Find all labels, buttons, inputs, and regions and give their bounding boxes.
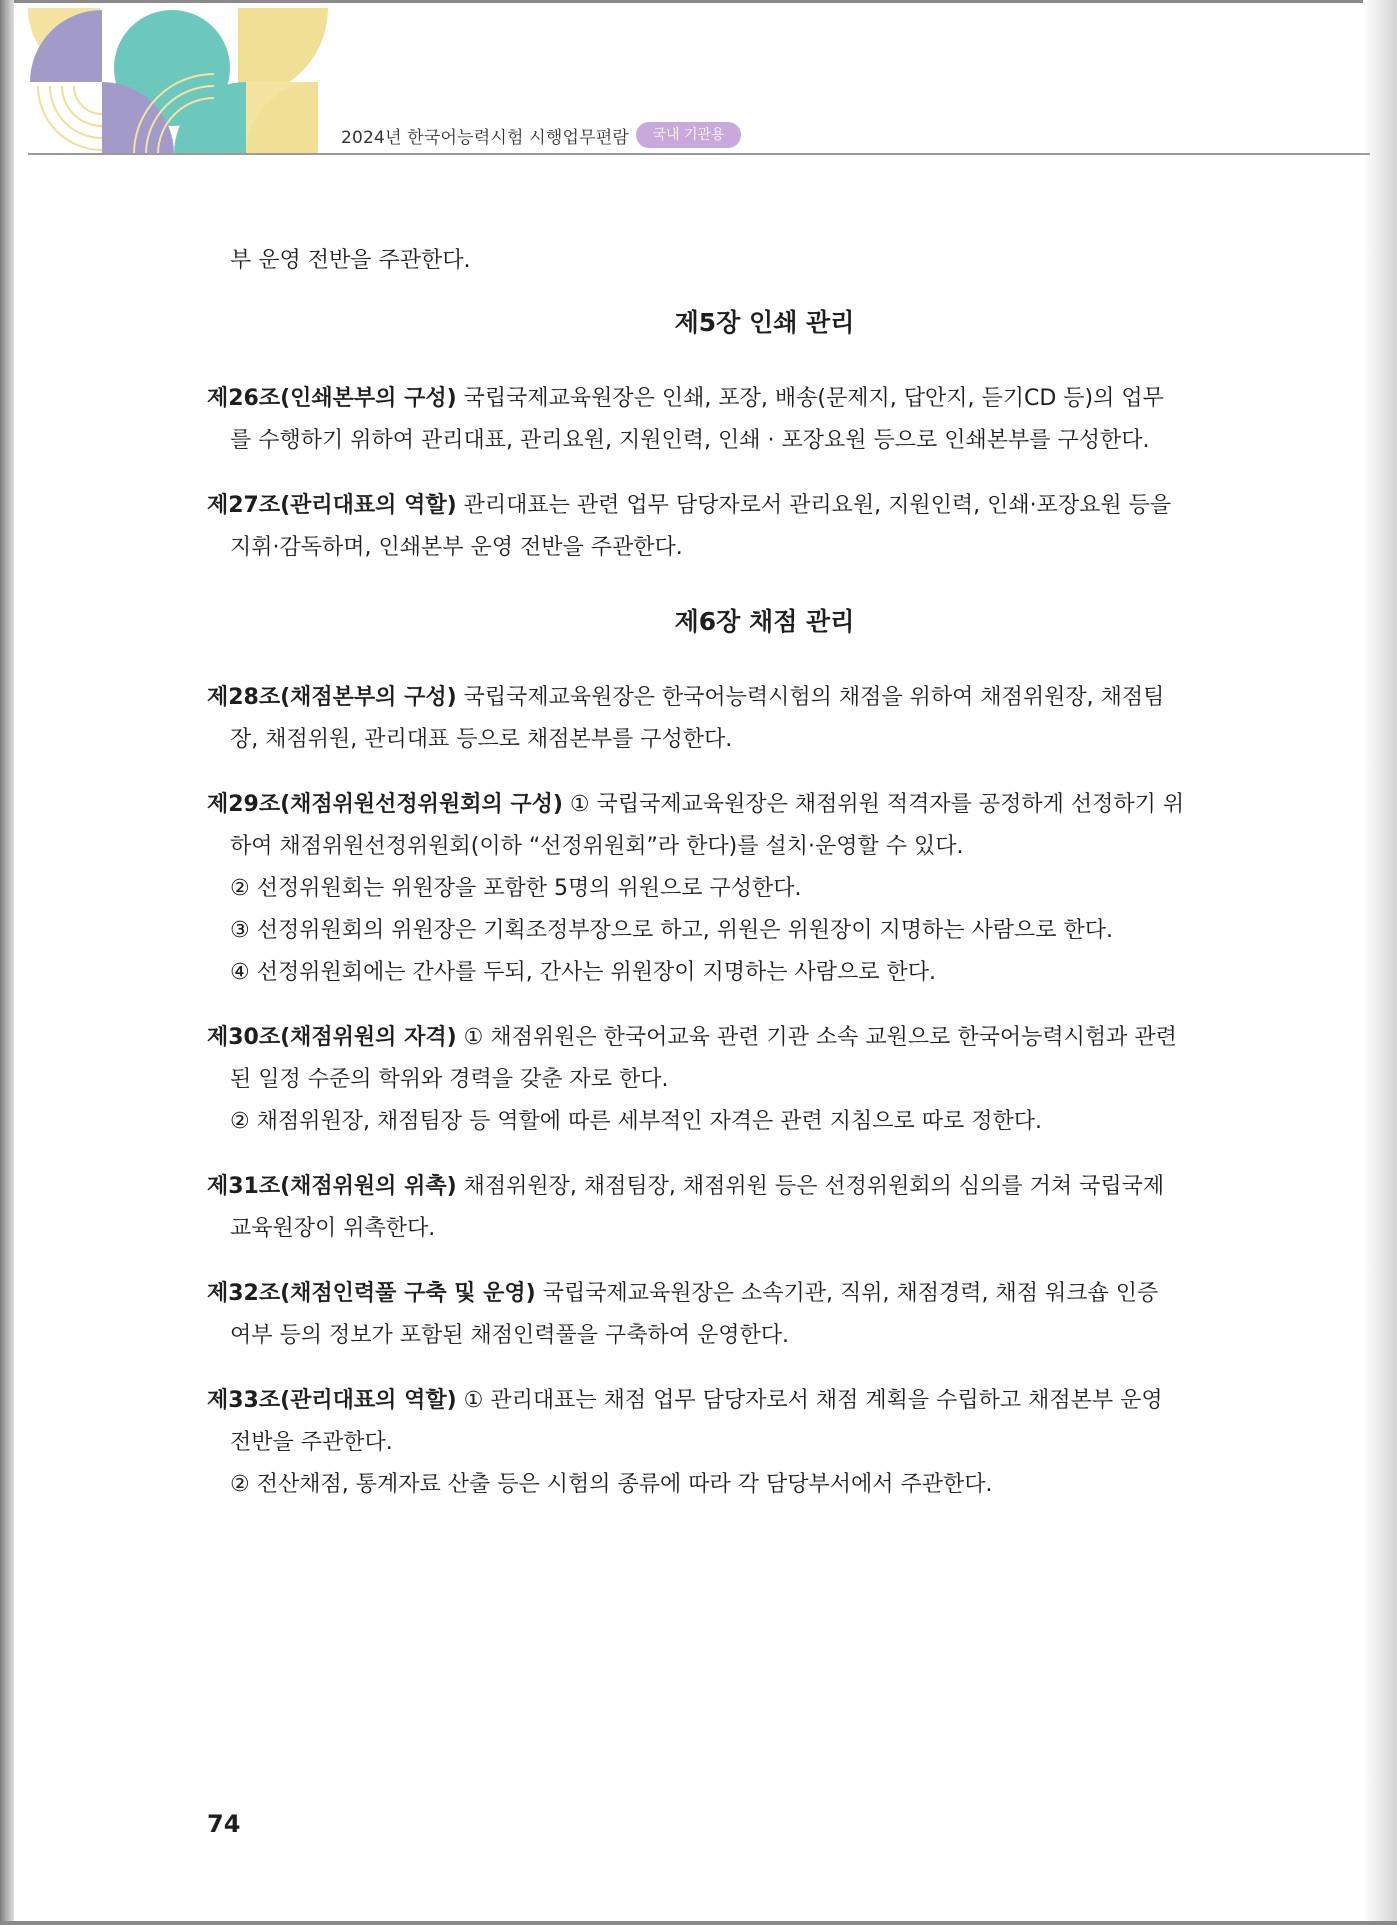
article-label: 제30조(채점위원의 자격) bbox=[207, 1025, 457, 1050]
article-label: 제26조(인쇄본부의 구성) bbox=[207, 386, 457, 411]
article-paragraph-4: ④ 선정위원회에는 간사를 두되, 간사는 위원장이 지명하는 사람으로 한다. bbox=[230, 960, 936, 985]
header-decoration bbox=[28, 8, 338, 154]
intro-line: 부 운영 전반을 주관한다. bbox=[230, 248, 471, 273]
article-first-line bbox=[207, 784, 1222, 826]
article-paragraph-2: ② 선정위원회는 위원장을 포함한 5명의 위원으로 구성한다. bbox=[230, 876, 802, 901]
article-text: 국립국제교육원장은 인쇄, 포장, 배송(문제지, 답안지, 듣기CD 등)의 업무 bbox=[463, 386, 1164, 411]
article-30 bbox=[207, 1017, 1222, 1143]
article-continuation: 된 일정 수준의 학위와 경력을 갖춘 자로 한다. bbox=[230, 1067, 669, 1092]
article-text: ① 채점위원은 한국어교육 관련 기관 소속 교원으로 한국어능력시험과 관련 bbox=[463, 1025, 1177, 1050]
article-text: ① 국립국제교육원장은 채점위원 적격자를 공정하게 선정하기 위 bbox=[569, 792, 1185, 817]
article-label: 제31조(채점위원의 위촉) bbox=[207, 1174, 457, 1199]
article-continuation: 전반을 주관한다. bbox=[230, 1430, 393, 1455]
article-label: 제29조(채점위원선정위원회의 구성) bbox=[207, 792, 563, 817]
chapter6-heading: 제6장 채점 관리 bbox=[674, 607, 855, 636]
article-continuation: 여부 등의 정보가 포함된 채점인력풀을 구축하여 운영한다. bbox=[230, 1323, 790, 1348]
article-continuation: 지휘·감독하며, 인쇄본부 운영 전반을 주관한다. bbox=[230, 535, 683, 560]
running-header-badge: 국내 기관용 bbox=[636, 122, 741, 148]
article-27 bbox=[207, 485, 1222, 569]
running-header-title: 2024년 한국어능력시험 시행업무편람 bbox=[341, 128, 629, 148]
article-continuation: 하여 채점위원선정위원회(이하 “선정위원회”라 한다)를 설치·운영할 수 있다. bbox=[230, 834, 964, 859]
article-paragraph-2: ② 전산채점, 통계자료 산출 등은 시험의 종류에 따라 각 담당부서에서 주관한다. bbox=[230, 1472, 993, 1497]
document-body bbox=[207, 240, 1222, 1506]
article-first-line bbox=[207, 485, 1222, 527]
article-label: 제28조(채점본부의 구성) bbox=[207, 685, 457, 710]
page-number: 74 bbox=[207, 1810, 241, 1838]
page-edge-top bbox=[0, 0, 1397, 3]
chapter5-heading: 제5장 인쇄 관리 bbox=[674, 308, 855, 337]
article-paragraph-3: ③ 선정위원회의 위원장은 기획조정부장으로 하고, 위원은 위원장이 지명하는 사람으로 한다. bbox=[230, 918, 1113, 943]
article-text: 관리대표는 관련 업무 담당자로서 관리요원, 지원인력, 인쇄·포장요원 등을 bbox=[463, 493, 1172, 518]
article-text: 채점위원장, 채점팀장, 채점위원 등은 선정위원회의 심의를 거쳐 국립국제 bbox=[463, 1174, 1165, 1199]
article-continuation: 교육원장이 위촉한다. bbox=[230, 1216, 436, 1241]
page-shadow-right bbox=[1363, 0, 1397, 1925]
article-first-line bbox=[207, 1017, 1222, 1059]
page-edge-left bbox=[0, 0, 14, 1925]
article-first-line bbox=[207, 1380, 1222, 1422]
article-continuation: 를 수행하기 위하여 관리대표, 관리요원, 지원인력, 인쇄 · 포장요원 등으로 인쇄본부를 구성한다. bbox=[230, 428, 1150, 453]
article-text: 국립국제교육원장은 한국어능력시험의 채점을 위하여 채점위원장, 채점팀 bbox=[463, 685, 1165, 710]
article-continuation: 장, 채점위원, 관리대표 등으로 채점본부를 구성한다. bbox=[230, 727, 733, 752]
article-33 bbox=[207, 1380, 1222, 1506]
article-29 bbox=[207, 784, 1222, 994]
article-text: 국립국제교육원장은 소속기관, 직위, 채점경력, 채점 워크숍 인증 bbox=[542, 1281, 1159, 1306]
article-32 bbox=[207, 1273, 1222, 1357]
article-label: 제27조(관리대표의 역할) bbox=[207, 493, 457, 518]
article-first-line bbox=[207, 677, 1222, 719]
header-rule bbox=[28, 153, 1370, 155]
article-first-line bbox=[207, 378, 1222, 420]
article-text: ① 관리대표는 채점 업무 담당자로서 채점 계획을 수립하고 채점본부 운영 bbox=[463, 1388, 1163, 1413]
article-first-line bbox=[207, 1273, 1222, 1315]
page-edge-bottom bbox=[0, 1921, 1397, 1925]
article-paragraph-2: ② 채점위원장, 채점팀장 등 역할에 따른 세부적인 자격은 관련 지침으로 따로 정한다. bbox=[230, 1109, 1042, 1134]
article-label: 제32조(채점인력풀 구축 및 운영) bbox=[207, 1281, 536, 1306]
article-31 bbox=[207, 1166, 1222, 1250]
article-26 bbox=[207, 378, 1222, 462]
article-label: 제33조(관리대표의 역할) bbox=[207, 1388, 457, 1413]
article-first-line bbox=[207, 1166, 1222, 1208]
article-28 bbox=[207, 677, 1222, 761]
